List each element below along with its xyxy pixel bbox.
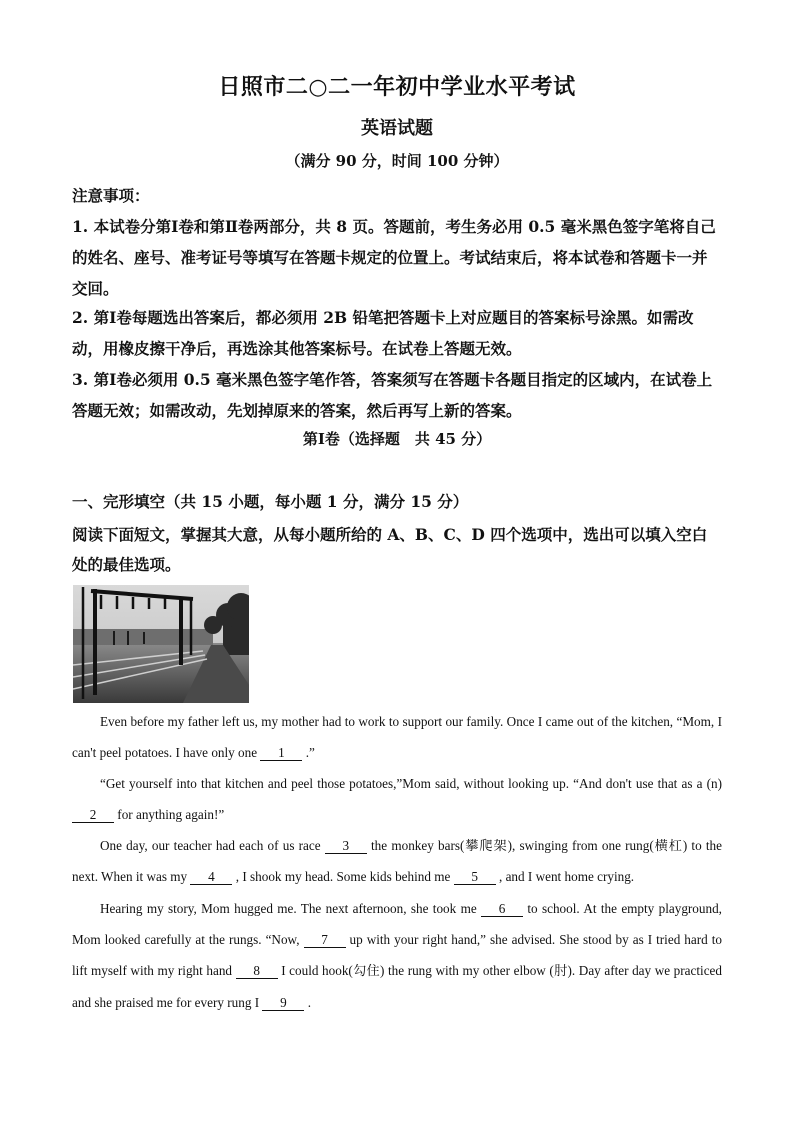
passage-paragraph-3 xyxy=(72,830,722,892)
passage-text: One day, our teacher had each of us race xyxy=(100,838,325,853)
passage-text: . xyxy=(304,994,312,1010)
section-instruction: 阅读下面短文，掌握其大意，从每小题所给的 A、B、C、D 四个选项中，选出可以填入空白处的最佳选项。 xyxy=(72,525,708,574)
answer-blank-7: 7 xyxy=(304,932,346,948)
passage-paragraph-1 xyxy=(72,706,722,768)
answer-blank-5: 5 xyxy=(454,869,496,885)
subject-title: 英语试题 xyxy=(361,118,433,139)
note-item-2: 2. 第Ⅰ卷每题选出答案后，都必须用 2B 铅笔把答题卡上对应题目的答案标号涂黑。如需改动，用橡皮擦干净后，再选涂其他答案标号。在试卷上答题无效。 xyxy=(72,308,694,358)
answer-blank-2: 2 xyxy=(72,807,114,823)
passage-text: to school. At the empty playground, Mom looked carefully at the rungs. “Now, xyxy=(72,901,722,948)
answer-blank-8: 8 xyxy=(236,963,278,979)
passage-text: for anything again!” xyxy=(114,807,225,823)
answer-blank-6: 6 xyxy=(481,901,523,917)
passage-text: , and I went home crying. xyxy=(495,869,635,885)
answer-blank-9: 9 xyxy=(262,995,304,1011)
section-heading: 一、完形填空（共 15 小题，每小题 1 分，满分 15 分） xyxy=(72,492,469,511)
passage-text: Hearing my story, Mom hugged me. The next afternoon, she took me xyxy=(100,901,482,916)
passage-text: I could hook(勾住) the rung with my other elbow (肘). Day after day we practiced and she praised me for every rung I xyxy=(72,963,722,1010)
passage-text: the monkey bars(攀爬架), swinging from one rung(横杠) to the next. When it was my xyxy=(72,838,722,885)
passage-text: Even before my father left us, my mother had to work to support our family. Once I came out of the kitchen, “Mom, I can't peel potatoes. I have only one xyxy=(72,714,722,761)
answer-blank-1: 1 xyxy=(260,745,302,761)
passage-text: .” xyxy=(302,745,315,761)
answer-blank-3: 3 xyxy=(325,838,367,854)
part-one-title: 第Ⅰ卷（选择题 共 45 分） xyxy=(302,430,492,448)
note-item-3: 3. 第Ⅰ卷必须用 0.5 毫米黑色签字笔作答，答案须写在答题卡各题目指定的区域内，在试卷上答题无效；如需改动，先划掉原来的答案，然后再写上新的答案。 xyxy=(72,370,713,420)
passage-text: , I shook my head. Some kids behind me xyxy=(232,869,454,885)
playground-monkey-bars-photo xyxy=(73,585,249,703)
exam-meta: （满分 90 分，时间 100 分钟） xyxy=(285,152,509,170)
note-item-1: 1. 本试卷分第Ⅰ卷和第Ⅱ卷两部分，共 8 页。答题前，考生务必用 0.5 毫米黑色签字笔将自己的姓名、座号、准考证号等填写在答题卡规定的位置上。考试结束后，将本试卷和答题卡一并交回。 xyxy=(72,217,716,298)
passage-text: up with your right hand,” she advised. She stood by as I tried hard to lift myself with my right hand xyxy=(72,932,722,979)
passage-text: “Get yourself into that kitchen and peel those potatoes,”Mom said, without looking up. “And don't use that as a (n) xyxy=(100,776,722,791)
passage-paragraph-4 xyxy=(72,893,722,1018)
exam-title: 日照市二○二一年初中学业水平考试 xyxy=(218,74,576,100)
passage-paragraph-2 xyxy=(72,768,722,830)
notes-heading: 注意事项： xyxy=(72,186,150,205)
answer-blank-4: 4 xyxy=(190,869,232,885)
